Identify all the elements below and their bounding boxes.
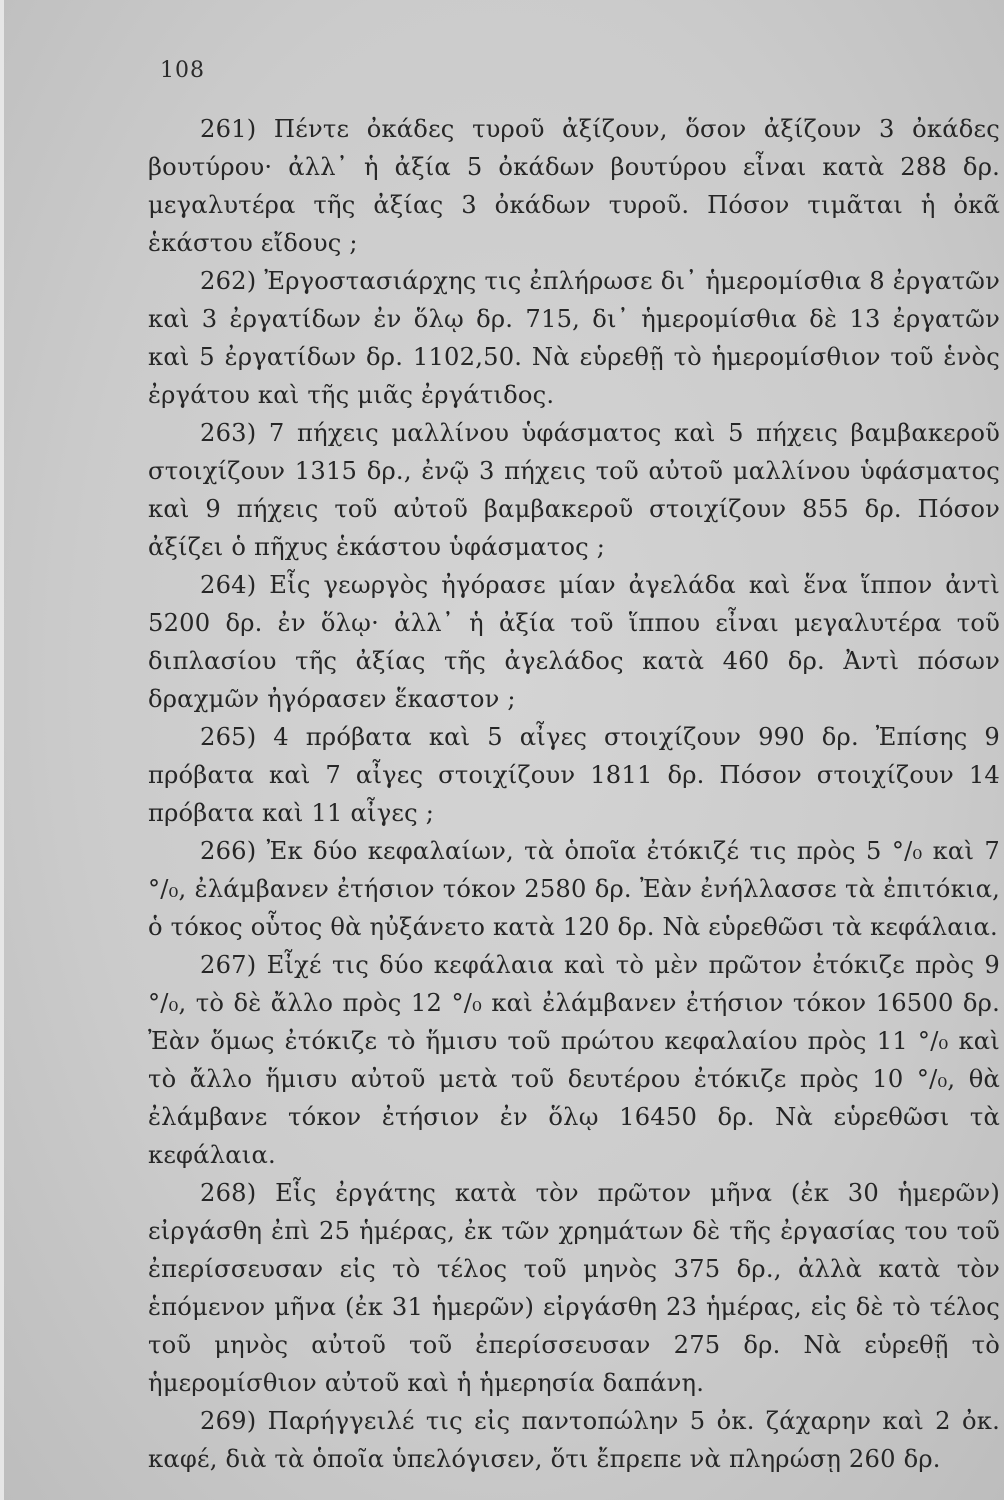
problem-266: 266) Ἐκ δύο κεφαλαίων, τὰ ὁποῖα ἐτόκιζέ τις πρὸς 5 °/₀ καὶ 7 °/₀, ἐλάμβανεν ἐτήσιον τόκον 2580 δρ. Ἐὰν ἐνήλλασσε τὰ ἐπιτόκια, ὁ τόκος οὗτος θὰ ηὐξάνετο κατὰ 120 δρ. Νὰ εὑρεθῶσι τὰ κεφάλαια. — [148, 837, 1000, 941]
problem-262: 262) Ἐργοστασιάρχης τις ἐπλήρωσε δι᾽ ἡμερομίσθια 8 ἐργατῶν καὶ 3 ἐργατίδων ἐν ὅλῳ δρ. 715, δι᾽ ἡμερομίσθια δὲ 13 ἐργατῶν καὶ 5 ἐργατίδων δρ. 1102,50. Νὰ εὑρεθῇ τὸ ἡμερομίσθιον τοῦ ἑνὸς ἐργάτου καὶ τῆς μιᾶς ἐργάτιδος. — [148, 267, 1000, 409]
problem-269: 269) Παρήγγειλέ τις εἰς παντοπώλην 5 ὀκ. ζάχαρην καὶ 2 ὀκ. καφέ, διὰ τὰ ὁποῖα ὑπελόγισεν, ὅτι ἔπρεπε νὰ πληρώσῃ 260 δρ. — [148, 1407, 1000, 1473]
problem-265: 265) 4 πρόβατα καὶ 5 αἶγες στοιχίζουν 990 δρ. Ἐπίσης 9 πρόβατα καὶ 7 αἶγες στοιχίζουν 1811 δρ. Πόσον στοιχίζουν 14 πρόβατα καὶ 11 αἶγες ; — [148, 723, 1000, 827]
problem-263: 263) 7 πήχεις μαλλίνου ὑφάσματος καὶ 5 πήχεις βαμβακεροῦ στοιχίζουν 1315 δρ., ἐνῷ 3 πήχεις τοῦ αὐτοῦ μαλλίνου ὑφάσματος καὶ 9 πήχεις τοῦ αὐτοῦ βαμβακεροῦ στοιχίζουν 855 δρ. Πόσον ἀξίζει ὁ πῆχυς ἑκάστου ὑφάσματος ; — [148, 419, 1000, 561]
problem-267: 267) Εἶχέ τις δύο κεφάλαια καὶ τὸ μὲν πρῶτον ἐτόκιζε πρὸς 9 °/₀, τὸ δὲ ἄλλο πρὸς 12 °/₀ καὶ ἐλάμβανεν ἐτήσιον τόκον 16500 δρ. Ἐὰν ὅμως ἐτόκιζε τὸ ἥμισυ τοῦ πρώτου κεφαλαίου πρὸς 11 °/₀ καὶ τὸ ἄλλο ἥμισυ αὐτοῦ μετὰ τοῦ δευτέρου ἐτόκιζε πρὸς 10 °/₀, θὰ ἐλάμβανε τόκον ἐτήσιον ἐν ὅλῳ 16450 δρ. Νὰ εὑρεθῶσι τὰ κεφάλαια. — [148, 951, 1000, 1169]
page-number: 108 — [160, 58, 205, 83]
problems-text — [148, 110, 1000, 1478]
problem-264: 264) Εἷς γεωργὸς ἠγόρασε μίαν ἀγελάδα καὶ ἕνα ἵππον ἀντὶ 5200 δρ. ἐν ὅλῳ· ἀλλ᾽ ἡ ἀξία τοῦ ἵππου εἶναι μεγαλυτέρα τοῦ διπλασίου τῆς ἀξίας τῆς ἀγελάδος κατὰ 460 δρ. Ἀντὶ πόσων δραχμῶν ἠγόρασεν ἕκαστον ; — [148, 571, 1000, 713]
page-edge — [0, 0, 4, 1500]
problem-268: 268) Εἷς ἐργάτης κατὰ τὸν πρῶτον μῆνα (ἐκ 30 ἡμερῶν) εἰργάσθη ἐπὶ 25 ἡμέρας, ἐκ τῶν χρημάτων δὲ τῆς ἐργασίας του τοῦ ἐπερίσσευσαν εἰς τὸ τέλος τοῦ μηνὸς 375 δρ., ἀλλὰ κατὰ τὸν ἑπόμενον μῆνα (ἐκ 31 ἡμερῶν) εἰργάσθη 23 ἡμέρας, εἰς δὲ τὸ τέλος τοῦ μηνὸς αὐτοῦ τοῦ ἐπερίσσευσαν 275 δρ. Νὰ εὑρεθῇ τὸ ἡμερομίσθιον αὐτοῦ καὶ ἡ ἡμερησία δαπάνη. — [148, 1179, 1000, 1397]
problem-261: 261) Πέντε ὀκάδες τυροῦ ἀξίζουν, ὅσον ἀξίζουν 3 ὀκάδες βουτύρου· ἀλλ᾽ ἡ ἀξία 5 ὀκάδων βουτύρου εἶναι κατὰ 288 δρ. μεγαλυτέρα τῆς ἀξίας 3 ὀκάδων τυροῦ. Πόσον τιμᾶται ἡ ὀκᾶ ἑκάστου εἴδους ; — [148, 115, 1000, 257]
